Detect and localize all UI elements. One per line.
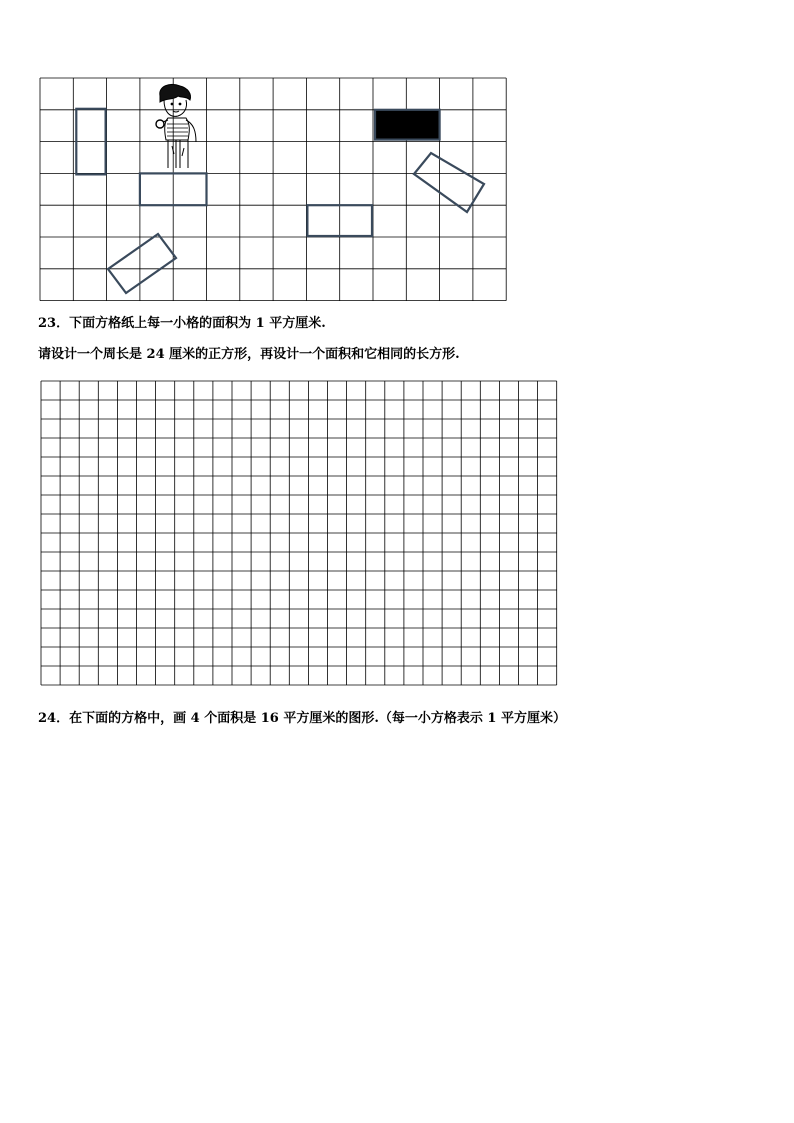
blank-grid	[40, 380, 558, 689]
question-23-task: 请设计一个周长是 24 厘米的正方形，再设计一个面积和它相同的长方形.	[38, 347, 460, 362]
tilted-rectangle-right	[414, 153, 484, 212]
boy-illustration	[156, 84, 196, 168]
question-23-stem: 23．下面方格纸上每一小格的面积为 1 平方厘米.	[38, 316, 326, 331]
grid-lines	[41, 381, 557, 685]
figure-1	[38, 76, 510, 304]
figure-2	[40, 380, 558, 689]
question-24-stem: 24．在下面的方格中，画 4 个面积是 16 平方厘米的图形.（每一小方格表示 1 平方厘米）	[38, 711, 566, 726]
shape-grid	[38, 76, 510, 304]
black-rectangle	[375, 110, 440, 140]
tilted-rectangle-left	[108, 234, 176, 293]
